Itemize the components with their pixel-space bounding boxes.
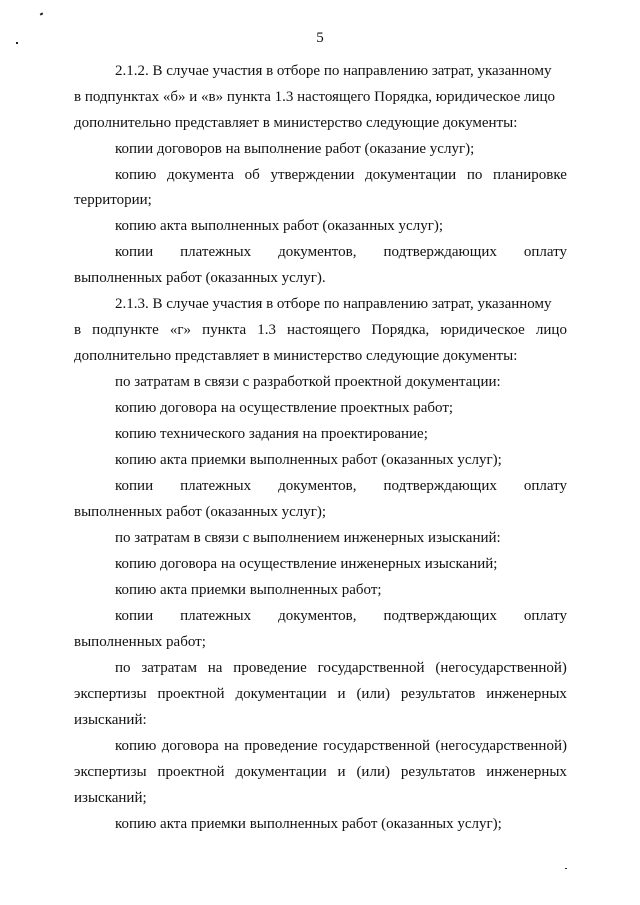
paragraph-line: экспертизы проектной документации и (или) результатов инженерных (74, 764, 567, 780)
paragraph-line: в подпунктах «б» и «в» пункта 1.3 настоящего Порядка, юридическое лицо (74, 89, 556, 105)
page-number: 5 (316, 30, 324, 46)
paragraph-line: изысканий: (74, 712, 147, 728)
paragraph-line: копию акта приемки выполненных работ; (115, 582, 382, 598)
paragraph-line: копии платежных документов, подтверждающих оплату (115, 608, 567, 624)
paragraph-line: по затратам на проведение государственной (негосударственной) (115, 660, 567, 676)
paragraph-line: копии платежных документов, подтверждающих оплату (115, 478, 567, 494)
scan-speck (40, 12, 44, 15)
paragraph-line: территории; (74, 192, 152, 208)
paragraph-line: копию договора на осуществление инженерных изысканий; (115, 556, 498, 572)
paragraph-line: изысканий; (74, 790, 147, 806)
paragraph-line: дополнительно представляет в министерство следующие документы: (74, 115, 518, 131)
paragraph-line: копию документа об утверждении документации по планировке (115, 167, 567, 183)
paragraph-line: по затратам в связи с выполнением инженерных изысканий: (115, 530, 501, 546)
paragraph-line: выполненных работ (оказанных услуг). (74, 270, 326, 286)
paragraph-line: копию акта выполненных работ (оказанных услуг); (115, 218, 444, 234)
paragraph-line: копии платежных документов, подтверждающих оплату (115, 244, 567, 260)
paragraph-line: по затратам в связи с разработкой проектной документации: (115, 374, 501, 390)
paragraph-line: в подпункте «г» пункта 1.3 настоящего Порядка, юридическое лицо (74, 322, 567, 338)
paragraph-line: копию акта приемки выполненных работ (оказанных услуг); (115, 452, 502, 468)
paragraph-line: копии договоров на выполнение работ (оказание услуг); (115, 141, 475, 157)
paragraph-line: 2.1.3. В случае участия в отборе по направлению затрат, указанному (115, 296, 552, 312)
paragraph-line: 2.1.2. В случае участия в отборе по направлению затрат, указанному (115, 63, 552, 79)
paragraph-line: экспертизы проектной документации и (или) результатов инженерных (74, 686, 567, 702)
paragraph-line: выполненных работ (оказанных услуг); (74, 504, 327, 520)
paragraph-line: копию технического задания на проектирование; (115, 426, 428, 442)
paragraph-line: копию акта приемки выполненных работ (оказанных услуг); (115, 816, 502, 832)
paragraph-line: копию договора на осуществление проектных работ; (115, 400, 454, 416)
scan-speck (565, 868, 567, 869)
paragraph-line: выполненных работ; (74, 634, 206, 650)
paragraph-line: копию договора на проведение государственной (негосударственной) (115, 738, 567, 754)
paragraph-line: дополнительно представляет в министерство следующие документы: (74, 348, 518, 364)
